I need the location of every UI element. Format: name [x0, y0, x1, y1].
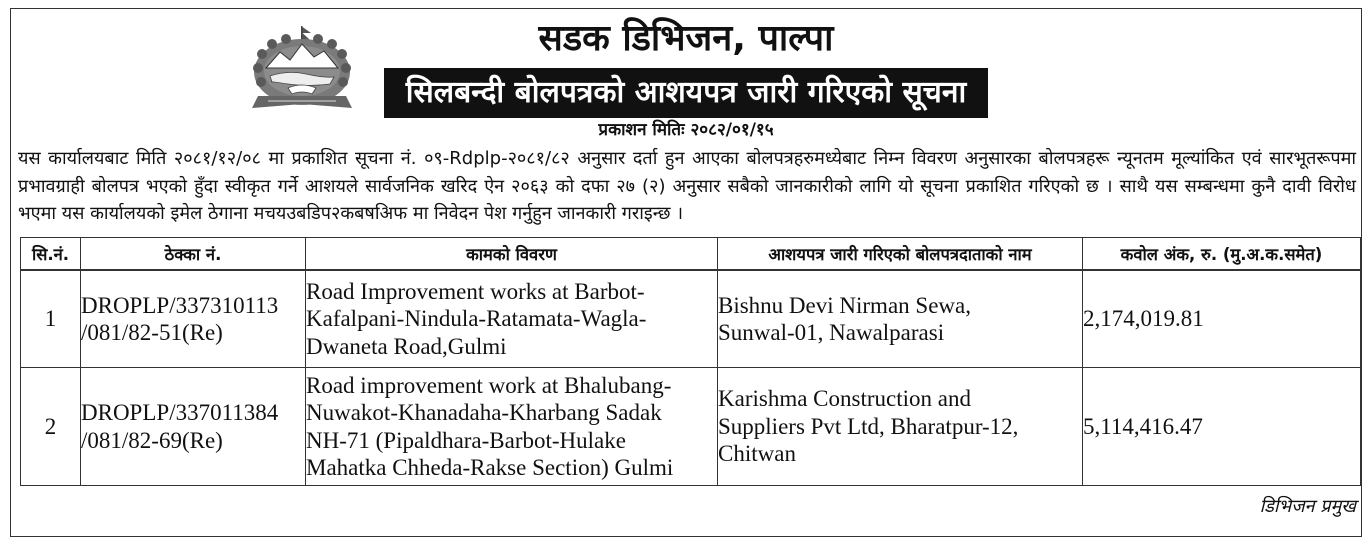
work-line: Dwaneta Road,Gulmi [306, 333, 507, 359]
contract-no-line: DROPLP/337011384 [81, 400, 279, 425]
header-work-description: कामको विवरण [306, 238, 718, 271]
amount-cell: 2,174,019.81 [1083, 270, 1361, 368]
header-bidder-name: आशयपत्र जारी गरिएको बोलपत्रदाताको नाम [718, 238, 1083, 271]
work-description-cell [306, 368, 718, 486]
header-contract-no: ठेक्का नं. [81, 238, 306, 271]
work-line: Road Improvement works at Barbot- [306, 278, 645, 304]
notice-body: यस कार्यालयबाट मिति २०८१/१२/०८ मा प्रकाशित सूचना नं. ०९-Rdplp-२०८१/८२ अनुसार दर्ता हुन आएका बोलपत्रहरुमध्येबाट निम्न विवरण अनुसारका बोलपत्रहरू न्यूनतम मूल्यांकित एवं सारभूतरूपमा प्रभावग्राही बोलपत्र भएको हुँदा स्वीकृत गर्ने आशयले सार्वजनिक खरिद ऐन २०६३ को दफा २७ (२) अनुसार सबैको जानकारीको लागि यो सूचना प्रकाशित गरिएको छ । साथै यस सम्बन्धमा कुनै दावी विरोध भएमा यस कार्यालयको इमेल ठेगाना मचयउबडिप२कबषअिफ मा निवेदन पेश गर्नुहुन जानकारी गराइन्छ । [18, 148, 1356, 224]
banner-wrap [0, 68, 1372, 118]
work-line: Nuwakot-Khanadaha-Kharbang Sadak [306, 400, 662, 425]
work-description-cell [306, 270, 718, 368]
header-serial: सि.नं. [21, 238, 81, 271]
signature-division-chief: डिभिजन प्रमुख [1259, 496, 1356, 517]
notice-banner-title: सिलबन्दी बोलपत्रको आशयपत्र जारी गरिएको सूचना [384, 68, 988, 118]
contract-no-cell [81, 270, 306, 368]
bidder-line: Karishma Construction and [718, 386, 971, 412]
contract-no-cell [81, 368, 306, 486]
amount-cell: 5,114,416.47 [1083, 368, 1361, 486]
serial-cell: 1 [21, 270, 81, 368]
serial-cell: 2 [21, 368, 81, 486]
contract-no-line: /081/82-69(Re) [81, 427, 223, 453]
work-line: Mahatka Chheda-Rakse Section) Gulmi [306, 455, 674, 480]
contract-no-line: /081/82-51(Re) [81, 320, 223, 345]
table-row [21, 368, 1361, 486]
contract-no-line: DROPLP/337310113 [81, 292, 279, 318]
bidder-line: Bishnu Devi Nirman Sewa, [718, 292, 971, 318]
table-row [21, 270, 1361, 368]
header-bid-amount: कवोल अंक, रु. (मु.अ.क.समेत) [1083, 238, 1361, 271]
work-line: Road improvement work at Bhalubang- [306, 372, 672, 398]
bidder-cell [718, 368, 1083, 486]
work-line: NH-71 (Pipaldhara-Barbot-Hulake [306, 427, 626, 453]
bidder-line: Chitwan [718, 441, 796, 467]
table-header-row [21, 238, 1361, 271]
bidder-line: Suppliers Pvt Ltd, Bharatpur-12, [718, 413, 1019, 439]
work-line: Kafalpani-Nindula-Ratamata-Wagla- [306, 306, 647, 332]
publish-date: प्रकाशन मितिः २०८२/०१/१५ [598, 120, 774, 140]
award-table [20, 237, 1361, 486]
bidder-line: Sunwal-01, Nawalparasi [718, 320, 945, 345]
office-title: सडक डिभिजन, पाल्पा [538, 18, 834, 59]
bidder-cell [718, 270, 1083, 368]
